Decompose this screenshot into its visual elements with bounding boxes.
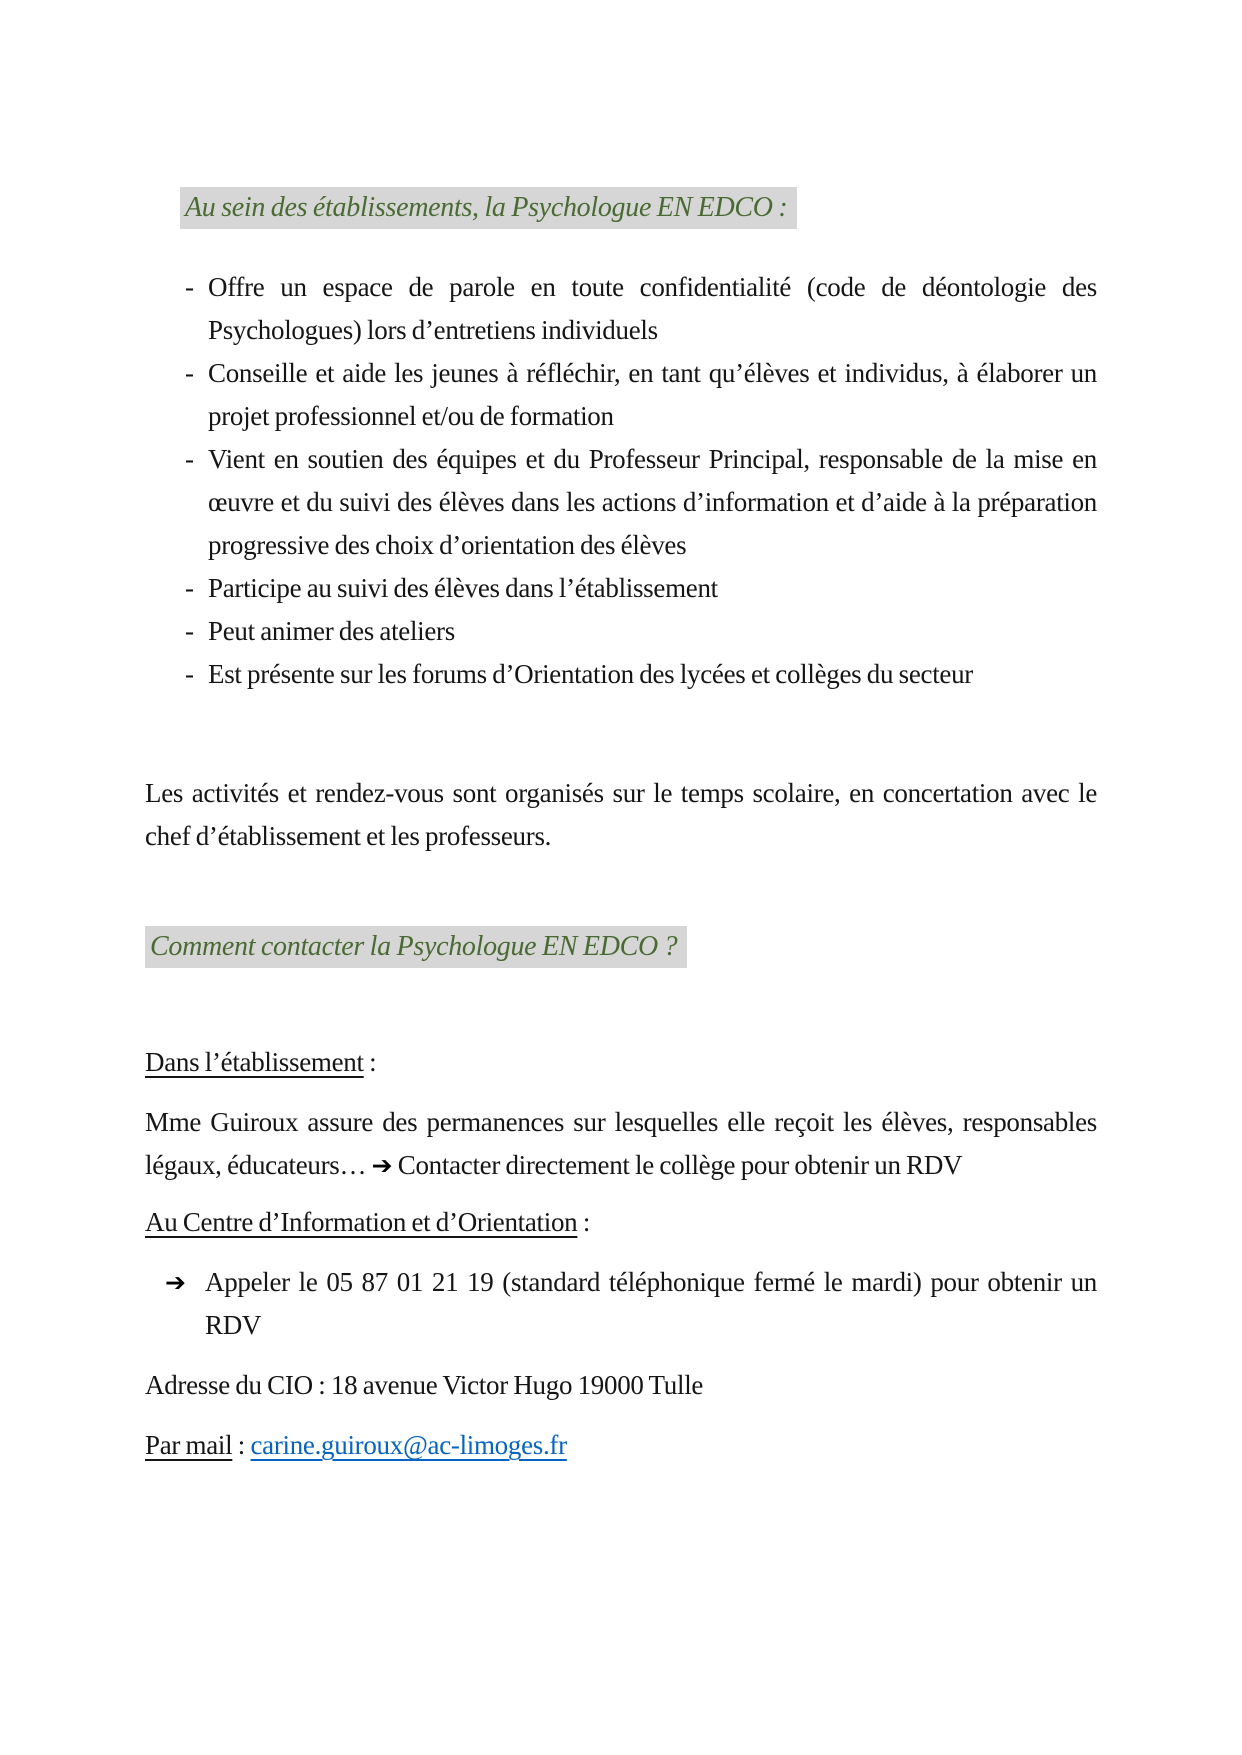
cio-arrow-item: [145, 1261, 1097, 1347]
list-item: [145, 610, 1097, 653]
highlighted-heading-text: Comment contacter la Psychologue EN EDCO ?: [145, 926, 687, 968]
in-school-text-before: Mme Guiroux assure des permanences sur lesquelles elle reçoit les élèves, responsables légaux, éducateurs…: [145, 1107, 1097, 1180]
closing-paragraph: Les activités et rendez-vous sont organisés sur le temps scolaire, en concertation avec le chef d’établissement et les professeurs.: [145, 778, 1097, 851]
dash-bullet-marker: -: [185, 358, 194, 388]
bullet-text: Participe au suivi des élèves dans l’établissement: [208, 573, 718, 603]
dash-bullet-marker: -: [185, 616, 194, 646]
bullet-list: [145, 266, 1097, 696]
cio-arrow-text: Appeler le 05 87 01 21 19 (standard téléphonique fermé le mardi) pour obtenir un RDV: [205, 1267, 1097, 1340]
list-item: [145, 653, 1097, 696]
label-colon: :: [363, 1047, 377, 1077]
mail-separator: :: [232, 1430, 251, 1460]
dash-bullet-marker: -: [185, 444, 194, 474]
in-school-label: Dans l’établissement: [145, 1047, 364, 1077]
right-arrow-icon: ➔: [371, 1151, 393, 1180]
bullet-text: Peut animer des ateliers: [208, 616, 455, 646]
dash-bullet-marker: -: [185, 659, 194, 689]
section-heading-comment-contacter: [145, 924, 1097, 969]
in-school-text-after: Contacter directement le collège pour obtenir un RDV: [392, 1150, 963, 1180]
right-arrow-icon: ➔: [165, 1268, 186, 1297]
dash-bullet-marker: -: [185, 272, 194, 302]
email-link[interactable]: carine.guiroux@ac-limoges.fr: [250, 1430, 567, 1460]
bullet-text: Offre un espace de parole en toute confidentialité (code de déontologie des Psychologues) lors d’entretiens individuels: [208, 272, 1097, 345]
section-heading-au-sein: [180, 185, 1097, 230]
list-item: [145, 352, 1097, 438]
cio-label-line: [145, 1201, 1097, 1244]
highlighted-heading-text: Au sein des établissements, la Psychologue EN EDCO :: [180, 187, 797, 229]
list-item: [145, 567, 1097, 610]
bullet-text: Est présente sur les forums d’Orientation des lycées et collèges du secteur: [208, 659, 973, 689]
bullet-text: Vient en soutien des équipes et du Professeur Principal, responsable de la mise en œuvre et du suivi des élèves dans les actions d’information et d’aide à la préparation progressive des choix d’orientation des élèves: [208, 444, 1097, 560]
mail-line: [145, 1424, 1097, 1467]
dash-bullet-marker: -: [185, 573, 194, 603]
in-school-paragraph: [145, 1101, 1097, 1187]
cio-address-line: Adresse du CIO : 18 avenue Victor Hugo 19000 Tulle: [145, 1370, 704, 1400]
mail-label: Par mail: [145, 1430, 233, 1460]
in-school-label-line: [145, 1041, 1097, 1084]
list-item: [145, 438, 1097, 567]
list-item: [145, 266, 1097, 352]
cio-label: Au Centre d’Information et d’Orientation: [145, 1207, 578, 1237]
bullet-text: Conseille et aide les jeunes à réfléchir, en tant qu’élèves et individus, à élaborer un projet professionnel et/ou de formation: [208, 358, 1097, 431]
label-colon: :: [577, 1207, 591, 1237]
